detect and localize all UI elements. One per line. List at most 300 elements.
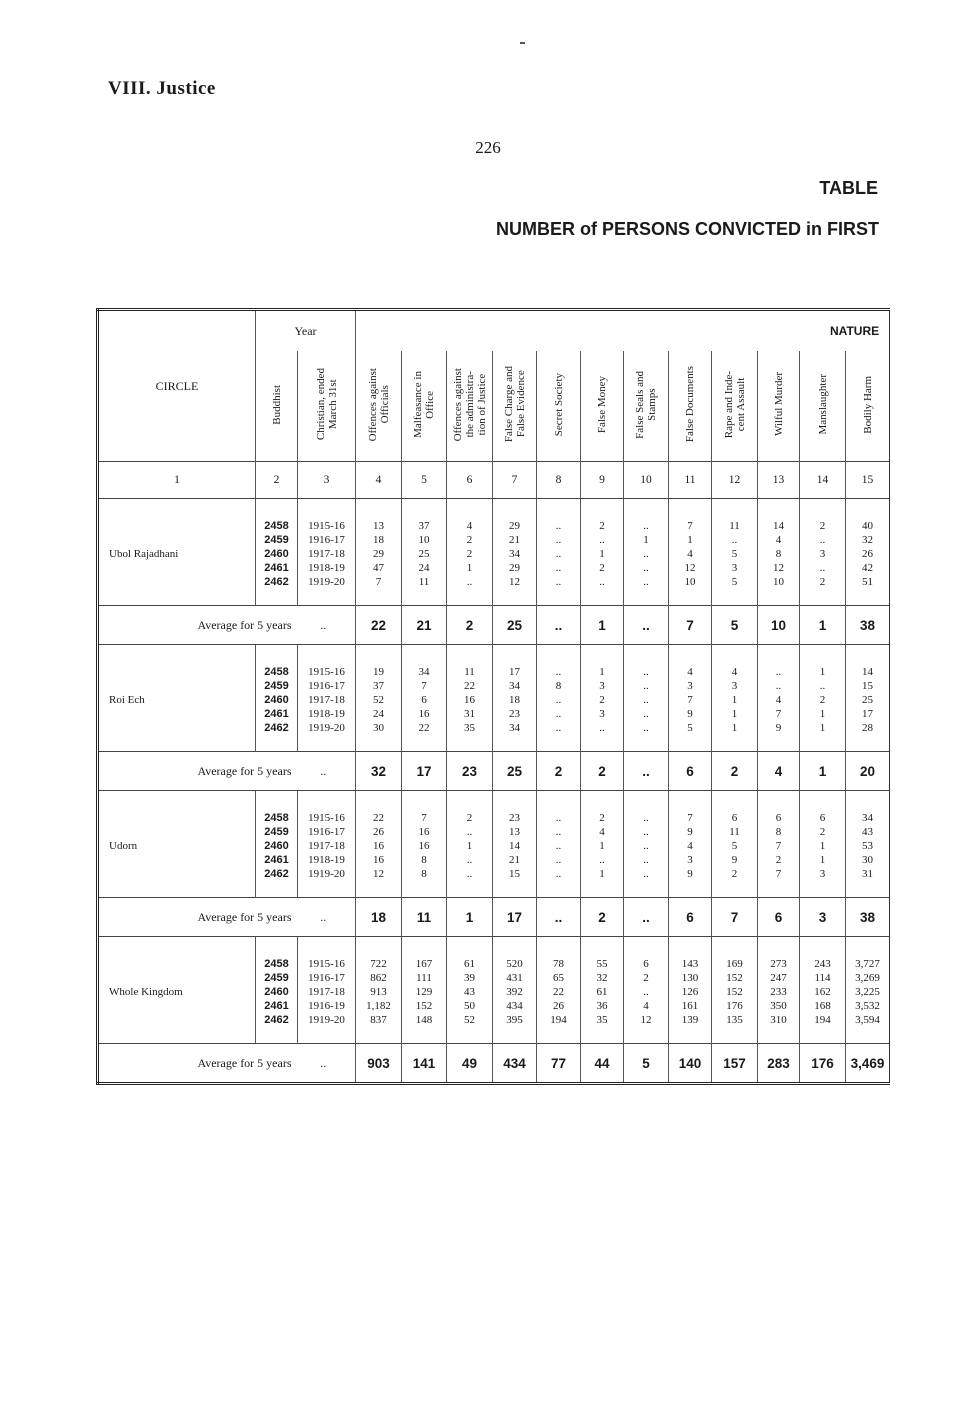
table-cell: 126: [669, 985, 712, 999]
column-header-label: Malfeasance in Office: [412, 371, 436, 438]
spacer-cell: [624, 1027, 669, 1044]
spacer-cell: [758, 937, 800, 958]
table-cell: 2: [447, 811, 493, 825]
table-cell: 39: [447, 971, 493, 985]
table-cell: 148: [402, 1013, 447, 1027]
average-cell: ..: [537, 898, 581, 937]
table-cell: 4: [669, 547, 712, 561]
spacer-cell: [581, 499, 624, 520]
table-cell: 152: [712, 971, 758, 985]
table-cell: 16: [402, 825, 447, 839]
table-cell: 47: [356, 561, 402, 575]
average-cell: 1: [581, 606, 624, 645]
average-cell: 38: [846, 606, 890, 645]
average-cell: 6: [669, 898, 712, 937]
row-spacer: [98, 735, 890, 752]
column-header-14: [800, 351, 846, 462]
row-spacer: [98, 645, 890, 666]
table-cell: ..: [581, 575, 624, 589]
table-cell: 152: [402, 999, 447, 1013]
table-cell: 32: [581, 971, 624, 985]
column-number: 1: [98, 462, 256, 499]
table-cell: ..: [537, 665, 581, 679]
table-cell: 22: [356, 811, 402, 825]
table-cell: 243: [800, 957, 846, 971]
spacer-cell: [298, 499, 356, 520]
spacer-cell: [712, 499, 758, 520]
nature-header: [356, 310, 890, 352]
table-cell: 11: [402, 575, 447, 589]
table-cell: 16: [447, 693, 493, 707]
table-cell: ..: [447, 575, 493, 589]
table-cell: 34: [493, 547, 537, 561]
column-number: 12: [712, 462, 758, 499]
spacer-cell: [624, 791, 669, 812]
table-cell: 35: [447, 721, 493, 735]
christian-year-cell: 1918-19: [298, 561, 356, 575]
average-cell: 141: [402, 1044, 447, 1084]
spacer-cell: [402, 881, 447, 898]
spacer-cell: [800, 881, 846, 898]
table-cell: 395: [493, 1013, 537, 1027]
circle-name: Whole Kingdom: [98, 957, 256, 1027]
row-spacer: [98, 1027, 890, 1044]
spacer-cell: [493, 881, 537, 898]
table-cell: 13: [493, 825, 537, 839]
spacer-cell: [298, 645, 356, 666]
table-cell: 6: [800, 811, 846, 825]
table-cell: 7: [402, 679, 447, 693]
table-word: TABLE: [819, 178, 878, 198]
average-cell: 5: [712, 606, 758, 645]
table-cell: 52: [447, 1013, 493, 1027]
table-cell: ..: [624, 867, 669, 881]
spacer-cell: [493, 735, 537, 752]
table-cell: ..: [581, 533, 624, 547]
spacer-cell: [846, 1027, 890, 1044]
spacer-cell: [493, 1027, 537, 1044]
average-label: Average for 5 years: [98, 752, 298, 791]
table-cell: 1: [712, 693, 758, 707]
average-dots: ..: [298, 1044, 356, 1084]
spacer-cell: [624, 645, 669, 666]
average-cell: 17: [493, 898, 537, 937]
table-cell: 1: [447, 561, 493, 575]
spacer-cell: [98, 937, 256, 958]
column-header-label: Offences against the administra- tion of Justice: [451, 367, 488, 442]
table-cell: 194: [537, 1013, 581, 1027]
average-cell: 2: [581, 752, 624, 791]
spacer-cell: [402, 589, 447, 606]
average-cell: 2: [712, 752, 758, 791]
table-cell: 8: [758, 547, 800, 561]
table-cell: 7: [758, 867, 800, 881]
table-cell: 8: [402, 867, 447, 881]
average-cell: 77: [537, 1044, 581, 1084]
table-cell: ..: [624, 811, 669, 825]
average-cell: 18: [356, 898, 402, 937]
column-header-3: [298, 351, 356, 462]
spacer-cell: [758, 881, 800, 898]
row-spacer: [98, 791, 890, 812]
spacer-cell: [98, 791, 256, 812]
row-spacer: [98, 881, 890, 898]
spacer-cell: [800, 735, 846, 752]
average-cell: 6: [758, 898, 800, 937]
table-cell: ..: [624, 853, 669, 867]
table-cell: 42: [846, 561, 890, 575]
table-row: [98, 519, 890, 533]
table-cell: 4: [669, 839, 712, 853]
column-header-4: [356, 351, 402, 462]
table-cell: 2: [447, 547, 493, 561]
table-cell: ..: [800, 533, 846, 547]
column-number: 13: [758, 462, 800, 499]
column-header-label: Buddhist: [270, 384, 283, 425]
table-cell: ..: [624, 693, 669, 707]
table-cell: 3: [581, 679, 624, 693]
column-header-15: [846, 351, 890, 462]
christian-year-cell: 1916-17: [298, 533, 356, 547]
average-cell: 283: [758, 1044, 800, 1084]
table-cell: 5: [712, 575, 758, 589]
column-number: 3: [298, 462, 356, 499]
table-cell: 16: [356, 853, 402, 867]
buddhist-year-cell: 2462: [256, 867, 298, 881]
table-cell: ..: [537, 575, 581, 589]
table-cell: ..: [758, 679, 800, 693]
column-header-label: Christian, ended March 31st: [314, 368, 339, 441]
spacer-cell: [846, 589, 890, 606]
table-cell: 34: [846, 811, 890, 825]
table-cell: 434: [493, 999, 537, 1013]
table-cell: 78: [537, 957, 581, 971]
spacer-cell: [298, 791, 356, 812]
christian-year-cell: 1916-17: [298, 971, 356, 985]
table-cell: ..: [624, 519, 669, 533]
table-cell: 1: [581, 665, 624, 679]
table-cell: 10: [758, 575, 800, 589]
row-spacer: [98, 589, 890, 606]
table-cell: 7: [669, 519, 712, 533]
table-cell: 30: [846, 853, 890, 867]
table-cell: 23: [493, 707, 537, 721]
average-cell: 5: [624, 1044, 669, 1084]
table-cell: 22: [447, 679, 493, 693]
spacer-cell: [581, 937, 624, 958]
table-cell: 3,269: [846, 971, 890, 985]
spacer-cell: [298, 937, 356, 958]
spacer-cell: [402, 735, 447, 752]
table-cell: 3: [669, 853, 712, 867]
table-cell: ..: [581, 853, 624, 867]
spacer-cell: [402, 645, 447, 666]
table-cell: 143: [669, 957, 712, 971]
table-cell: 61: [581, 985, 624, 999]
spacer-cell: [669, 937, 712, 958]
average-cell: ..: [537, 606, 581, 645]
column-header-9: [581, 351, 624, 462]
spacer-cell: [758, 589, 800, 606]
column-header-label: False Charge and False Evidence: [502, 366, 527, 443]
table-cell: 2: [800, 519, 846, 533]
average-dots: ..: [298, 898, 356, 937]
table-cell: 29: [493, 519, 537, 533]
christian-year-cell: 1917-18: [298, 985, 356, 999]
column-number: 7: [493, 462, 537, 499]
table-cell: 15: [493, 867, 537, 881]
table-cell: 3,594: [846, 1013, 890, 1027]
table-cell: 43: [846, 825, 890, 839]
table-cell: ..: [624, 575, 669, 589]
average-cell: 434: [493, 1044, 537, 1084]
column-number: 11: [669, 462, 712, 499]
average-cell: ..: [624, 752, 669, 791]
spacer-cell: [581, 645, 624, 666]
table-cell: 9: [669, 707, 712, 721]
table-cell: 3: [669, 679, 712, 693]
average-cell: 20: [846, 752, 890, 791]
table-cell: 37: [402, 519, 447, 533]
column-header-label: False Money: [596, 375, 608, 434]
table-cell: 11: [447, 665, 493, 679]
spacer-cell: [356, 645, 402, 666]
table-cell: 18: [493, 693, 537, 707]
column-header-13: [758, 351, 800, 462]
spacer-cell: [758, 1027, 800, 1044]
table-cell: 129: [402, 985, 447, 999]
table-cell: 130: [669, 971, 712, 985]
christian-year-cell: 1917-18: [298, 547, 356, 561]
table-cell: 34: [402, 665, 447, 679]
table-cell: ..: [758, 665, 800, 679]
convictions-table-container: [96, 308, 888, 1085]
column-header-label: Secret Society: [552, 372, 565, 437]
average-cell: 1: [447, 898, 493, 937]
average-cell: 140: [669, 1044, 712, 1084]
buddhist-year-cell: 2461: [256, 707, 298, 721]
buddhist-year-cell: 2460: [256, 693, 298, 707]
spacer-cell: [537, 735, 581, 752]
average-cell: 6: [669, 752, 712, 791]
table-cell: 1: [800, 721, 846, 735]
table-cell: 32: [846, 533, 890, 547]
christian-year-cell: 1916-19: [298, 999, 356, 1013]
spacer-cell: [758, 645, 800, 666]
table-cell: 233: [758, 985, 800, 999]
table-cell: 21: [493, 853, 537, 867]
table-cell: ..: [624, 547, 669, 561]
spacer-cell: [402, 1027, 447, 1044]
table-cell: 7: [758, 707, 800, 721]
table-cell: 12: [493, 575, 537, 589]
table-row: [98, 811, 890, 825]
table-cell: 4: [624, 999, 669, 1013]
spacer-cell: [669, 499, 712, 520]
table-cell: 22: [537, 985, 581, 999]
table-cell: 51: [846, 575, 890, 589]
table-cell: 12: [624, 1013, 669, 1027]
christian-year-cell: 1917-18: [298, 839, 356, 853]
table-cell: 9: [669, 825, 712, 839]
spacer-cell: [712, 645, 758, 666]
christian-year-cell: 1917-18: [298, 693, 356, 707]
spacer-cell: [669, 791, 712, 812]
spacer-cell: [447, 645, 493, 666]
buddhist-year-cell: 2459: [256, 533, 298, 547]
table-cell: 3: [712, 561, 758, 575]
average-cell: 157: [712, 1044, 758, 1084]
row-spacer: [98, 499, 890, 520]
table-cell: 1: [669, 533, 712, 547]
table-cell: 34: [493, 721, 537, 735]
table-cell: 1: [624, 533, 669, 547]
table-cell: 111: [402, 971, 447, 985]
column-numbers-row: [98, 462, 890, 499]
spacer-cell: [356, 1027, 402, 1044]
spacer-cell: [537, 645, 581, 666]
table-cell: 7: [669, 693, 712, 707]
spacer-cell: [298, 1027, 356, 1044]
table-cell: 31: [447, 707, 493, 721]
table-cell: 30: [356, 721, 402, 735]
table-cell: ..: [537, 693, 581, 707]
column-header-7: [493, 351, 537, 462]
table-cell: 161: [669, 999, 712, 1013]
buddhist-year-cell: 2462: [256, 721, 298, 735]
spacer-cell: [256, 791, 298, 812]
table-cell: ..: [447, 867, 493, 881]
table-cell: 8: [537, 679, 581, 693]
spacer-cell: [447, 499, 493, 520]
table-cell: 273: [758, 957, 800, 971]
spacer-cell: [256, 589, 298, 606]
spacer-cell: [256, 735, 298, 752]
table-cell: 2: [447, 533, 493, 547]
spacer-cell: [493, 589, 537, 606]
buddhist-year-cell: 2462: [256, 575, 298, 589]
table-cell: 14: [846, 665, 890, 679]
page-number: 226: [475, 138, 501, 157]
table-cell: ..: [537, 547, 581, 561]
column-header-10: [624, 351, 669, 462]
spacer-cell: [356, 937, 402, 958]
table-cell: 3,532: [846, 999, 890, 1013]
circle-name: Roi Ech: [98, 665, 256, 735]
table-cell: 520: [493, 957, 537, 971]
column-number: 9: [581, 462, 624, 499]
table-cell: 4: [447, 519, 493, 533]
table-row: [98, 665, 890, 679]
spacer-cell: [402, 791, 447, 812]
table-cell: 14: [758, 519, 800, 533]
table-cell: 1: [800, 707, 846, 721]
spacer-cell: [493, 937, 537, 958]
table-cell: ..: [537, 519, 581, 533]
table-cell: 6: [712, 811, 758, 825]
table-cell: 13: [356, 519, 402, 533]
table-cell: ..: [712, 533, 758, 547]
spacer-cell: [581, 589, 624, 606]
table-cell: 1: [800, 665, 846, 679]
spacer-cell: [447, 735, 493, 752]
average-label: Average for 5 years: [98, 606, 298, 645]
spacer-cell: [624, 881, 669, 898]
table-cell: 2: [800, 825, 846, 839]
average-cell: 1: [800, 606, 846, 645]
spacer-cell: [846, 937, 890, 958]
average-cell: 17: [402, 752, 447, 791]
table-cell: 36: [581, 999, 624, 1013]
spacer-cell: [447, 1027, 493, 1044]
spacer-cell: [581, 735, 624, 752]
average-cell: 10: [758, 606, 800, 645]
average-cell: 1: [800, 752, 846, 791]
average-cell: ..: [624, 606, 669, 645]
christian-year-cell: 1915-16: [298, 957, 356, 971]
column-header-12: [712, 351, 758, 462]
table-cell: 169: [712, 957, 758, 971]
table-cell: 9: [712, 853, 758, 867]
column-header-label: Offences against Officials: [366, 367, 391, 442]
table-cell: 310: [758, 1013, 800, 1027]
table-cell: 152: [712, 985, 758, 999]
column-header-11: [669, 351, 712, 462]
table-cell: ..: [537, 533, 581, 547]
spacer-cell: [256, 881, 298, 898]
circle-name: Ubol Rajadhani: [98, 519, 256, 589]
table-cell: 431: [493, 971, 537, 985]
spacer-cell: [581, 791, 624, 812]
table-cell: 4: [758, 693, 800, 707]
table-cell: 1: [581, 839, 624, 853]
christian-year-cell: 1919-20: [298, 575, 356, 589]
table-cell: ..: [537, 867, 581, 881]
table-cell: 176: [712, 999, 758, 1013]
spacer-cell: [98, 499, 256, 520]
spacer-cell: [493, 645, 537, 666]
spacer-cell: [669, 1027, 712, 1044]
spacer-cell: [800, 645, 846, 666]
spacer-cell: [581, 881, 624, 898]
christian-year-cell: 1919-20: [298, 721, 356, 735]
table-cell: 1: [800, 853, 846, 867]
average-cell: 25: [493, 606, 537, 645]
christian-year-cell: 1916-17: [298, 679, 356, 693]
print-speck: [520, 42, 525, 44]
christian-year-cell: 1915-16: [298, 665, 356, 679]
spacer-cell: [846, 499, 890, 520]
spacer-cell: [98, 1027, 256, 1044]
spacer-cell: [712, 881, 758, 898]
table-cell: 7: [356, 575, 402, 589]
table-cell: 34: [493, 679, 537, 693]
column-number: 10: [624, 462, 669, 499]
christian-year-cell: 1919-20: [298, 1013, 356, 1027]
table-cell: 15: [846, 679, 890, 693]
spacer-cell: [298, 589, 356, 606]
spacer-cell: [712, 1027, 758, 1044]
table-cell: ..: [624, 839, 669, 853]
spacer-cell: [800, 589, 846, 606]
table-cell: 55: [581, 957, 624, 971]
table-cell: 11: [712, 825, 758, 839]
average-cell: 3: [800, 898, 846, 937]
column-number: 2: [256, 462, 298, 499]
average-row: [98, 752, 890, 791]
average-cell: 23: [447, 752, 493, 791]
spacer-cell: [846, 791, 890, 812]
